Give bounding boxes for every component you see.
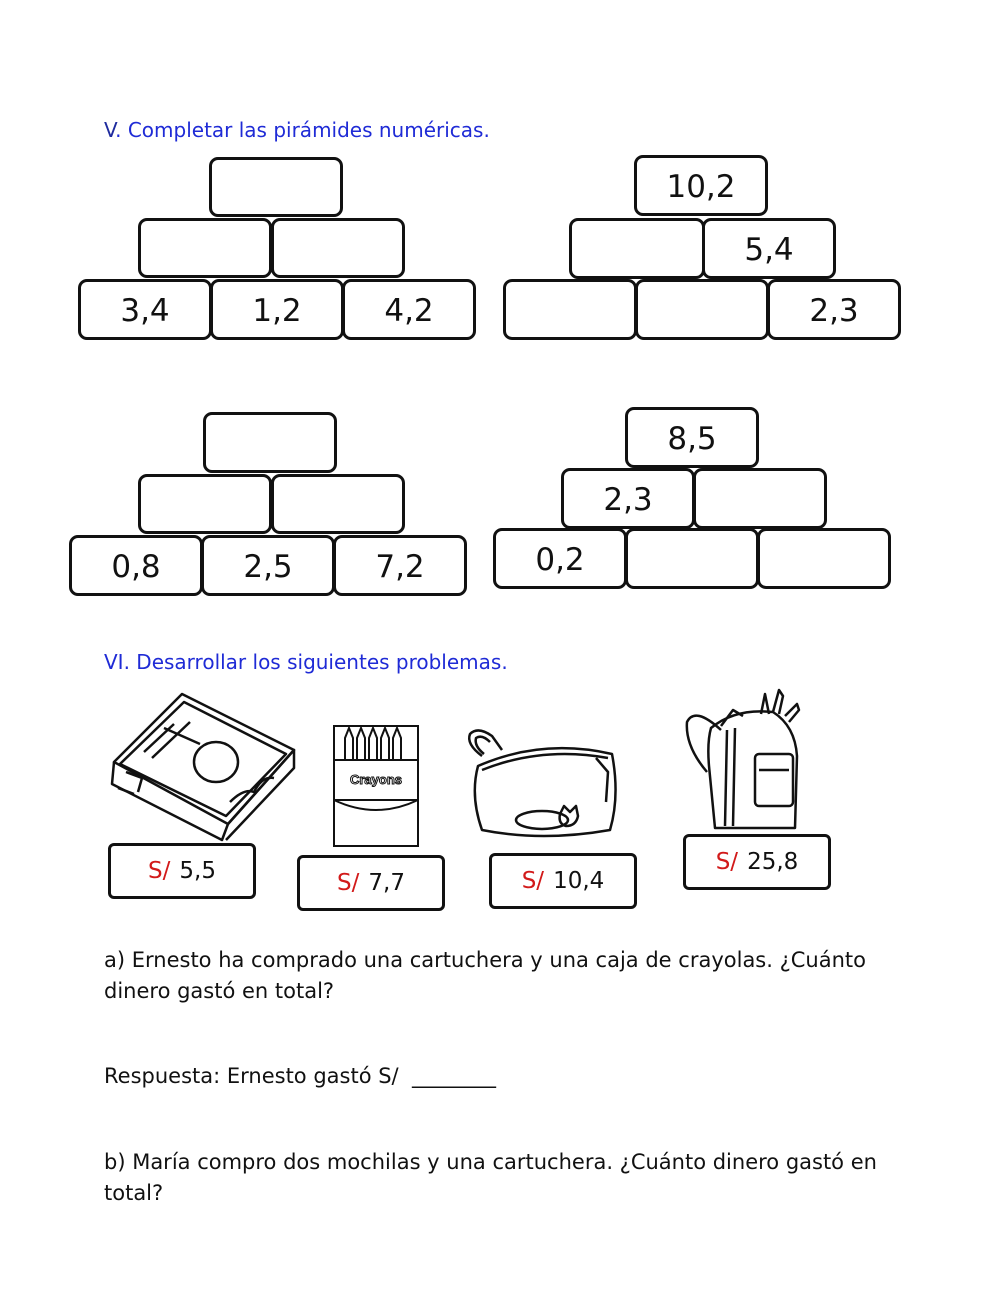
pyramid-2-bottom-right-value: 2,3 — [809, 293, 859, 329]
pyramid-3-bottom-middle[interactable] — [201, 535, 335, 596]
pyramid-1-top[interactable] — [209, 157, 343, 217]
pyramid-3-top[interactable] — [203, 412, 337, 473]
pyramid-1-bottom-left[interactable] — [78, 279, 212, 340]
pyramid-3-bottom-middle-value: 2,5 — [243, 549, 293, 585]
pyramid-3-middle-left[interactable] — [138, 474, 272, 534]
question-a-line-2: dinero gastó en total? — [104, 979, 335, 1003]
section-5-title — [104, 118, 490, 142]
pyramid-4-bottom-left-value: 0,2 — [535, 542, 585, 578]
question-b-line-1: b) María compro dos mochilas y una cartuchera. ¿Cuánto dinero gastó en — [104, 1150, 877, 1174]
pyramid-3-bottom-right[interactable] — [333, 535, 467, 596]
price-pencil-case: 10,4 — [553, 868, 605, 894]
pyramid-3-bottom-left[interactable] — [69, 535, 203, 596]
price-crayons: 7,7 — [368, 870, 405, 896]
section-5-title-text: . Completar las pirámides numéricas. — [115, 118, 490, 142]
pyramid-2-middle-left[interactable] — [569, 218, 705, 279]
pyramid-2-top-value: 10,2 — [666, 169, 736, 205]
pyramid-2-top[interactable] — [634, 155, 768, 216]
pyramid-1-middle-left[interactable] — [138, 218, 272, 278]
price-tag-crayons — [297, 855, 445, 911]
pyramid-3-bottom-right-value: 7,2 — [375, 549, 425, 585]
pyramid-2-bottom-left[interactable] — [503, 279, 637, 340]
pyramid-3-middle-right[interactable] — [271, 474, 405, 534]
price-tag-backpack — [683, 834, 831, 890]
pyramid-4-top-value: 8,5 — [667, 421, 717, 457]
pyramid-4-middle-left[interactable] — [561, 468, 695, 529]
price-tag-pencil-case — [489, 853, 637, 909]
pencil-case-icon — [462, 726, 620, 842]
currency-book: S/ — [148, 858, 171, 884]
question-b-line-2: total? — [104, 1181, 164, 1205]
price-book: 5,5 — [179, 858, 216, 884]
currency-crayons: S/ — [337, 870, 360, 896]
pyramid-4-bottom-middle[interactable] — [625, 528, 759, 589]
pyramid-4-bottom-left[interactable] — [493, 528, 627, 589]
book-icon — [104, 692, 296, 840]
pyramid-1-bottom-middle[interactable] — [210, 279, 344, 340]
currency-pencil-case: S/ — [521, 868, 545, 894]
pyramid-2-bottom-middle[interactable] — [635, 279, 769, 340]
pyramid-4-bottom-right[interactable] — [757, 528, 891, 589]
backpack-icon — [685, 686, 811, 834]
answer-a: Respuesta: Ernesto gastó S/ ________ — [104, 1064, 496, 1088]
pyramid-1-bottom-middle-value: 1,2 — [252, 293, 302, 329]
pyramid-2-middle-right-value: 5,4 — [744, 232, 794, 268]
currency-backpack: S/ — [715, 849, 739, 875]
section-5-roman: V — [104, 118, 116, 142]
pyramid-4-top[interactable] — [625, 407, 759, 468]
pyramid-1-middle-right[interactable] — [271, 218, 405, 278]
pyramid-2-middle-right[interactable] — [702, 218, 836, 279]
pyramid-4-middle-right[interactable] — [693, 468, 827, 529]
crayons-box-label: Crayons — [349, 772, 403, 787]
price-backpack: 25,8 — [747, 849, 799, 875]
pyramid-4-middle-left-value: 2,3 — [603, 482, 653, 518]
question-a-line-1: a) Ernesto ha comprado una cartuchera y una caja de crayolas. ¿Cuánto — [104, 948, 866, 972]
price-tag-book — [108, 843, 256, 899]
pyramid-1-bottom-right-value: 4,2 — [384, 293, 434, 329]
pyramid-1-bottom-right[interactable] — [342, 279, 476, 340]
pyramid-3-bottom-left-value: 0,8 — [111, 549, 161, 585]
pyramid-2-bottom-right[interactable] — [767, 279, 901, 340]
section-6-title: VI. Desarrollar los siguientes problemas. — [104, 650, 508, 674]
crayons-icon — [333, 724, 419, 848]
pyramid-1-bottom-left-value: 3,4 — [120, 293, 170, 329]
